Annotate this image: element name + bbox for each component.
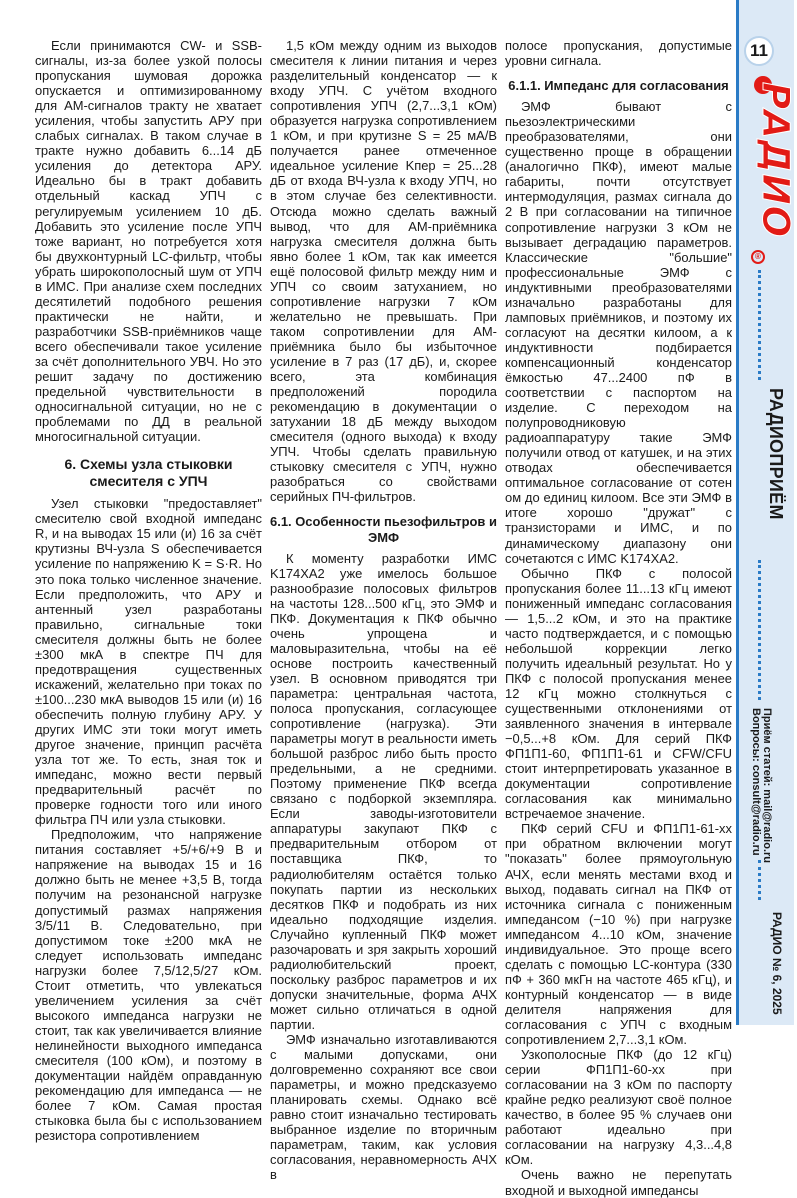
- paragraph: ЭМФ бывают с пьезоэлектрическими преобразователями, они существенно проще в обращении (аналогично ПКФ), имеют малые габариты, почти отсутствует интермодуляция, размах сигнала до 2 В при согласовании на типичное сопротивление нагрузки 3 кОм не вызывает деградацию параметров. Классические "большие" профессиональные ЭМФ с индуктивными преобразователями изначально разработаны для ламповых приёмников, и поэтому их согласуют на десятки килоом, а к индуктивности подбирается компенсационный конденсатор ёмкостью 47...2400 пФ в соответствии с паспортом на изделие. С переходом на полупроводниковую радиоаппаратуру такие ЭМФ получили отвод от катушек, и на этих отводах обеспечивается оптимальное согласование от сотен ом до единиц килоом. Все эти ЭМФ в итоге хорошо "дружат" с транзисторами и ИМС, и по динамическому диапазону они сочетаются с ИМС K174XA2.: [505, 99, 732, 566]
- dotted-divider: [758, 270, 762, 380]
- paragraph: Узел стыковки "предоставляет" смесителю свой входной импеданс R, и на выводах 15 или (и) 16 за счёт крутизны ВЧ-узла S обеспечивается усиление по напряжению K = S·R. Но это пока только численное значение. Если предположить, что АРУ и антенный узел разработаны правильно, сигнальные токи смесителя должны быть не более ±300 мкА в спектре ПЧ для предотвращения существенных искажений, желательно при токах по ±100...230 мкА выводов 15 или (и) 16 обеспечить полную глубину АРУ. У других ИМС эти токи могут иметь другое значение, принцип расчёта узла тот же. То есть, зная ток и импеданс, можно вести первый предварительный расчёт по проверке годности того или иного фильтра ПЧ или узла стыковки.: [35, 496, 262, 828]
- section-heading: 6. Схемы узла стыковки смесителя с УПЧ: [64, 456, 233, 490]
- issue-label: РАДИО № 6, 2025: [770, 912, 784, 1015]
- paragraph: К моменту разработки ИМС K174XA2 уже имелось большое разнообразие полосовых фильтров на частоты 128...500 кГц, это ЭМФ и ПКФ. Документация к ПКФ обычно очень упрощена и маловыразительна, чтобы на её основе построить качественный узел. В основном приводятся три параметра: центральная частота, полоса пропускания, согласующее сопротивление (нагрузка). Эти параметры могут в реальности иметь большой разброс либо быть просто предельными, а не средними. Поэтому применение ПКФ всегда связано с подборкой экземпляра. Если заводы-изготовители аппаратуры закупают ПКФ с предварительным отбором от поставщика ПКФ, то радиолюбителям остаётся только покупать партии из нескольких десятков ПКФ и подобрать из них идеально подходящие изделия. Случайно купленный ПКФ может разочаровать и зря закрыть хороший радиолюбительский проект, поскольку разброс параметров и их допуски значительные, форма АЧХ может сильно отличаться в одной партии.: [270, 550, 497, 1032]
- sidebar-edge-strip: [736, 0, 739, 1025]
- dotted-divider: [758, 560, 762, 700]
- paragraph: Если принимаются CW- и SSB-сигналы, из-за более узкой полосы пропускания шумовая дорожка опускается и оптимизированному для АМ-сигналов тракту не хватает усиления, чтобы запустить АРУ при слабых сигналах. В таком случае в тракте нужно добавить 6...14 дБ усиления до детектора АРУ. Идеально бы в тракт добавить отдельный каскад УПЧ с регулируемым усилением 10 дБ. Добавить это усиление после УПЧ тоже вариант, но потребуется хотя бы двухконтурный LC-фильтр, чтобы убрать широкополосный шум от УПЧ в ИМС. При анализе схем последних десятилетий подобного решения практически не найти, и разработчики SSB-приёмников чаще всего обеспечивали такое усиление за счёт дополнительного УВЧ. Но это решит задачу по достижению предельной чувствительности в односигнальной ситуации, но не с проблемами по ДД в реальной многосигнальной ситуации.: [35, 38, 262, 445]
- subsection-heading: 6.1. Особенности пьезофильтров и ЭМФ: [270, 514, 497, 545]
- paragraph: Обычно ПКФ с полосой пропускания более 11...13 кГц имеют пониженный импеданс согласования — 1,5...2 кОм, и это на практике часто подтверждается, и с помощью небольшой коррекции легко получить идеальный результат. Но у ПКФ с полосой пропускания менее 12 кГц можно столкнуться с существенными отклонениями от заявленного значения в интервале −0,5...+8 кОм. Для серий ПКФ ФП1П1-60, ФП1П1-61 и CFW/CFU стоит интерпретировать указанное в документации сопротивление согласования как минимально встречаемое значение.: [505, 565, 732, 822]
- text-column-1: [35, 38, 262, 1144]
- contact-articles: Приём статей: mail@radio.ru: [761, 708, 773, 863]
- paragraph: Предположим, что напряжение питания составляет +5/+6/+9 В и напряжение на выводах 15 и 16 должно быть не менее +3,5 В, тогда получим на резонансной нагрузке допустимый размах напряжения 3/5/11 В. Следовательно, при допустимом токе ±200 мкА не следует использовать импеданс нагрузки более 7,5/12,5/27 кОм. Стоит отметить, что увлекаться увеличением усиления за счёт высокого импеданса нагрузки не стоит, так как увеличивается влияние нелинейности выходного импеданса смесителя (100 кОм), и поэтому в документации найдём оправданную рекомендацию для импеданса — не более 7 кОм. Самая простая стыковка была бы с использованием резистора сопротивлением: [35, 827, 262, 1144]
- contact-questions: Вопросы: consult@radio.ru: [750, 708, 762, 856]
- subsection-heading: 6.1.1. Импеданс для согласования: [508, 78, 729, 94]
- page-sidebar: [736, 0, 797, 1025]
- paragraph: ПКФ серий CFU и ФП1П1-61-хх при обратном включении могут "показать" более прямоугольную АЧХ, если менять местами вход и выход, подавать сигнал на ПКФ от источника сигнала с пониженным импедансом (−10 %) при нагрузке импедансом 4...10 кОм, значение индивидуальное. Это проще всего сделать с помощью LC-контура (330 пФ + 360 мкГн на частоте 465 кГц), и контурный конденсатор — в виде делителя напряжения для согласования с УПЧ с входным сопротивлением 2,7...3,1 кОм.: [505, 821, 732, 1048]
- paragraph: полосе пропускания, допустимые уровни сигнала.: [505, 38, 732, 69]
- paragraph: ЭМФ изначально изготавливаются с малыми допусками, они долговременно сохраняют все свои параметры, и можно предсказуемо планировать схемы. Однако всё равно стоит изначально тестировать выбранное изделие по вторичным параметрам, таким, как условия согласования, неравномерность АЧХ в: [270, 1032, 497, 1183]
- section-name: РАДИОПРИЁМ: [766, 388, 786, 520]
- page-number: 11: [744, 36, 774, 66]
- magazine-logo: РАДИО: [754, 82, 797, 239]
- registered-mark: ®: [751, 250, 765, 264]
- paragraph: 1,5 кОм между одним из выходов смесителя к линии питания и через разделительный конденсатор — к входу УПЧ. С учётом входного сопротивления УПЧ (2,7...3,1 кОм) образуется нагрузка сопротивлением 1 кОм, и при крутизне S = 25 мА/В получается ранее отмеченное идеальное усиление Kпер = 25...28 дБ от входа ВЧ-узла к входу УПЧ, но в этом случае без селективности. Отсюда можно сделать важный вывод, что для АМ-приёмника нагрузка смесителя должна быть явно более 1 кОм, так как имеется ещё полосовой фильтр между ним и УПЧ со своим затуханием, но сопротивление нагрузки 7 кОм желательно не превышать. При таком сопротивлении для АМ-приёмника было бы избыточное усиление в 7 раз (17 дБ), и, скорее всего, эта комбинация предположений породила рекомендацию в документации о затухании 18 дБ между выходом смесителя (одного выхода) к входу УПЧ. Чтобы сделать правильную стыковку смесителя с УПЧ, нужно разобраться со свойствами серийных ПЧ-фильтров.: [270, 38, 497, 505]
- paragraph: Узкополосные ПКФ (до 12 кГц) серии ФП1П1-60-хх при согласовании на 3 кОм по паспорту крайне редко реализуют своё полное качество, в более 95 % случаев они работают идеально при согласовании на нагрузку 4,3...4,8 кОм.: [505, 1047, 732, 1168]
- paragraph: Очень важно не перепутать входной и выходной импедансы: [505, 1167, 732, 1198]
- text-column-2: [270, 38, 497, 1183]
- text-column-3: [505, 38, 732, 1198]
- dotted-divider: [758, 860, 762, 900]
